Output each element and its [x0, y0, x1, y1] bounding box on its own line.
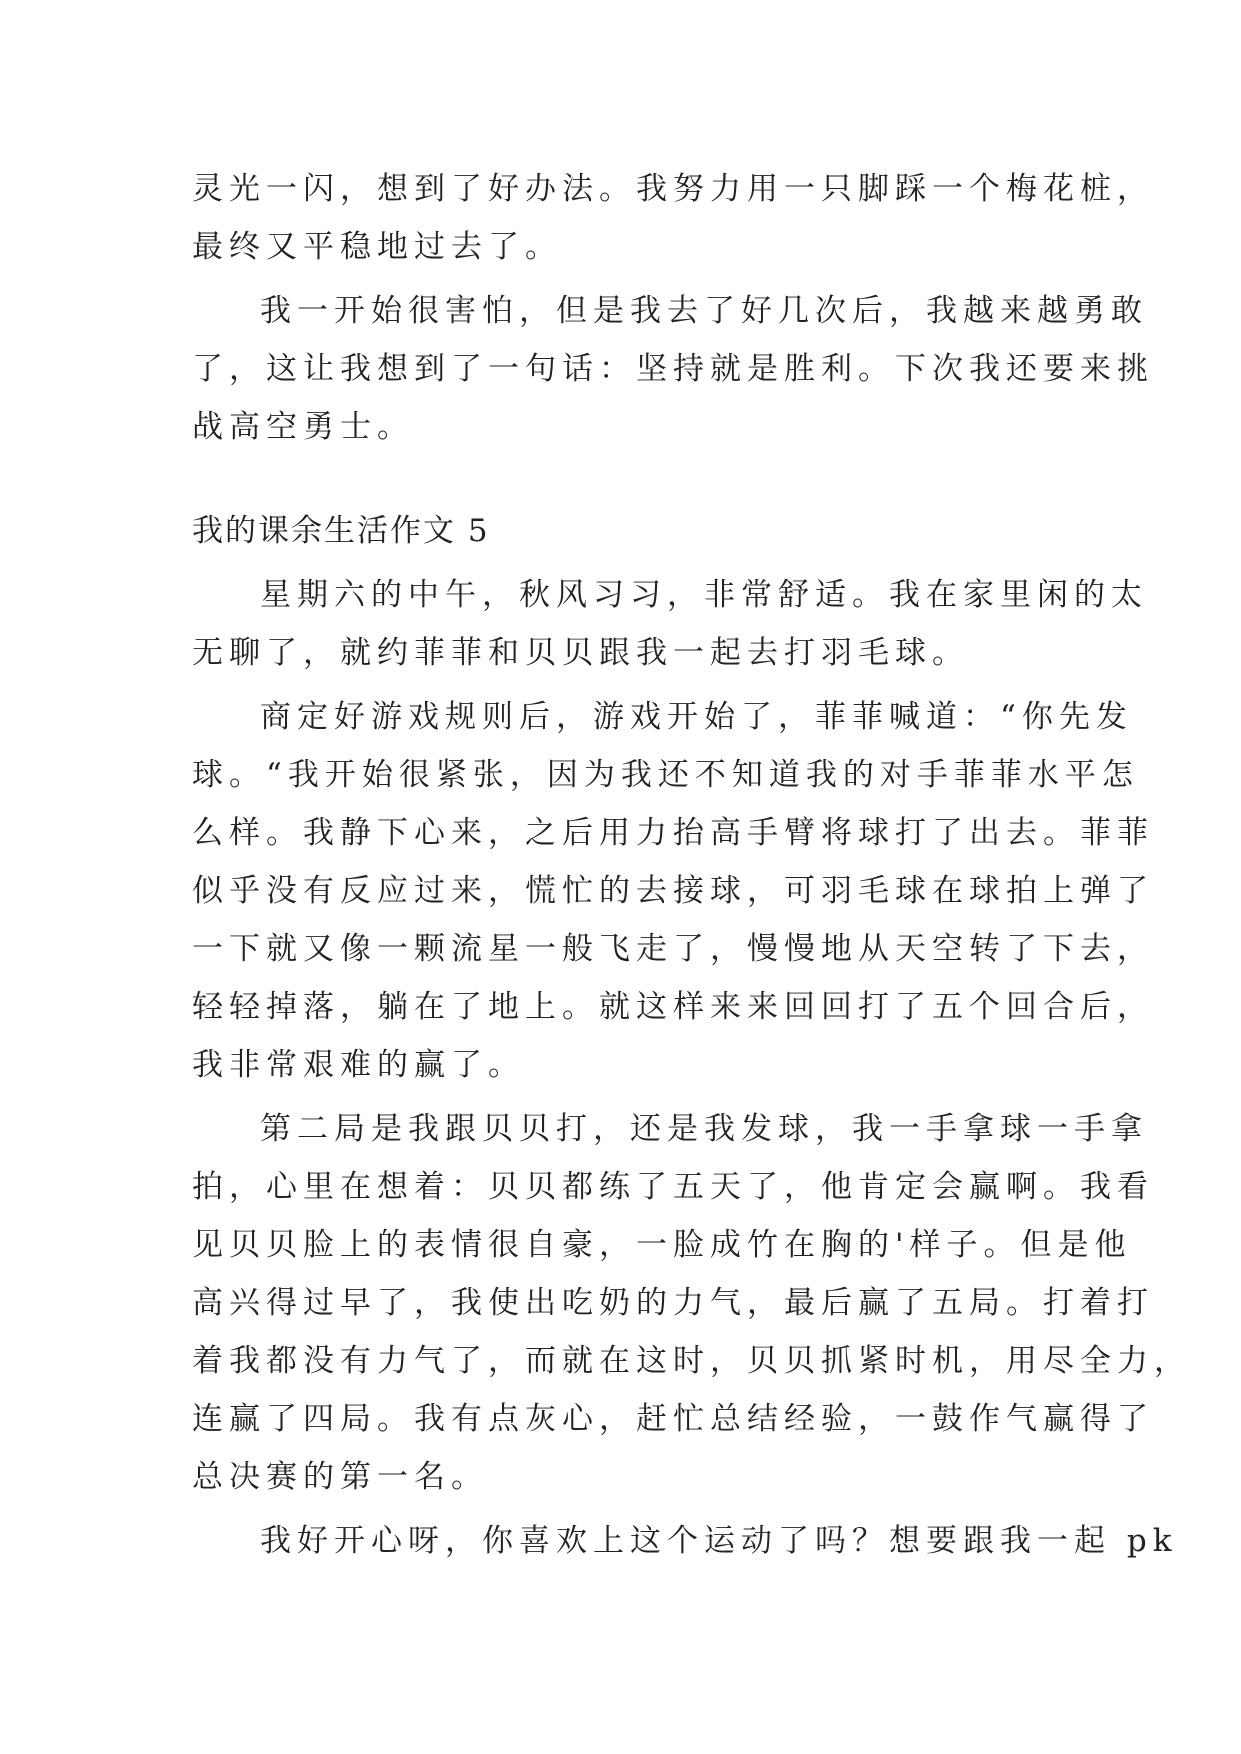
- text-line: 似乎没有反应过来，慌忙的去接球，可羽毛球在球拍上弹了: [192, 873, 1154, 909]
- text-line: 战高空勇士。: [192, 409, 414, 445]
- paragraph: [192, 688, 1154, 1094]
- text-line: 拍，心里在想着：贝贝都练了五天了，他肯定会赢啊。我看: [192, 1169, 1154, 1205]
- text-line: 连赢了四局。我有点灰心，赶忙总结经验，一鼓作气赢得了: [192, 1401, 1154, 1437]
- text-line: 着我都没有力气了，而就在这时，贝贝抓紧时机，用尽全力，: [192, 1343, 1191, 1379]
- paragraph: [192, 1100, 1191, 1506]
- paragraph: [192, 282, 1154, 456]
- text-line: 总决赛的第一名。: [192, 1459, 488, 1495]
- paragraph: [192, 160, 1154, 276]
- text-line: 高兴得过早了，我使出吃奶的力气，最后赢了五局。打着打: [192, 1285, 1154, 1321]
- section-title: 我的课余生活作文 5: [192, 513, 490, 549]
- text-line: 星期六的中午，秋风习习，非常舒适。我在家里闲的太: [260, 577, 1148, 613]
- text-line: 灵光一闪，想到了好办法。我努力用一只脚踩一个梅花桩，: [192, 171, 1154, 207]
- text-line: 么样。我静下心来，之后用力抬高手臂将球打了出去。菲菲: [192, 815, 1154, 851]
- paragraph: [192, 566, 1148, 682]
- text-line: 我好开心呀，你喜欢上这个运动了吗？想要跟我一起 pk: [260, 1523, 1178, 1559]
- document-body: [192, 160, 1191, 1570]
- text-line: 无聊了，就约菲菲和贝贝跟我一起去打羽毛球。: [192, 635, 969, 671]
- paragraph: [192, 1512, 1178, 1570]
- text-line: 商定好游戏规则后，游戏开始了，菲菲喊道：“你先发: [260, 699, 1133, 735]
- text-line: 最终又平稳地过去了。: [192, 229, 562, 265]
- text-line: 见贝贝脸上的表情很自豪，一脸成竹在胸的'样子。但是他: [192, 1227, 1132, 1263]
- text-line: 了，这让我想到了一句话：坚持就是胜利。下次我还要来挑: [192, 351, 1154, 387]
- text-line: 轻轻掉落，躺在了地上。就这样来来回回打了五个回合后，: [192, 989, 1154, 1025]
- text-line: 一下就又像一颗流星一般飞走了，慢慢地从天空转了下去，: [192, 931, 1154, 967]
- section-spacer: [192, 456, 1058, 502]
- text-line: 球。“我开始很紧张，因为我还不知道我的对手菲菲水平怎: [192, 757, 1139, 793]
- text-line: 第二局是我跟贝贝打，还是我发球，我一手拿球一手拿: [260, 1111, 1148, 1147]
- text-line: 我一开始很害怕，但是我去了好几次后，我越来越勇敢: [260, 293, 1148, 329]
- text-line: 我非常艰难的赢了。: [192, 1047, 525, 1083]
